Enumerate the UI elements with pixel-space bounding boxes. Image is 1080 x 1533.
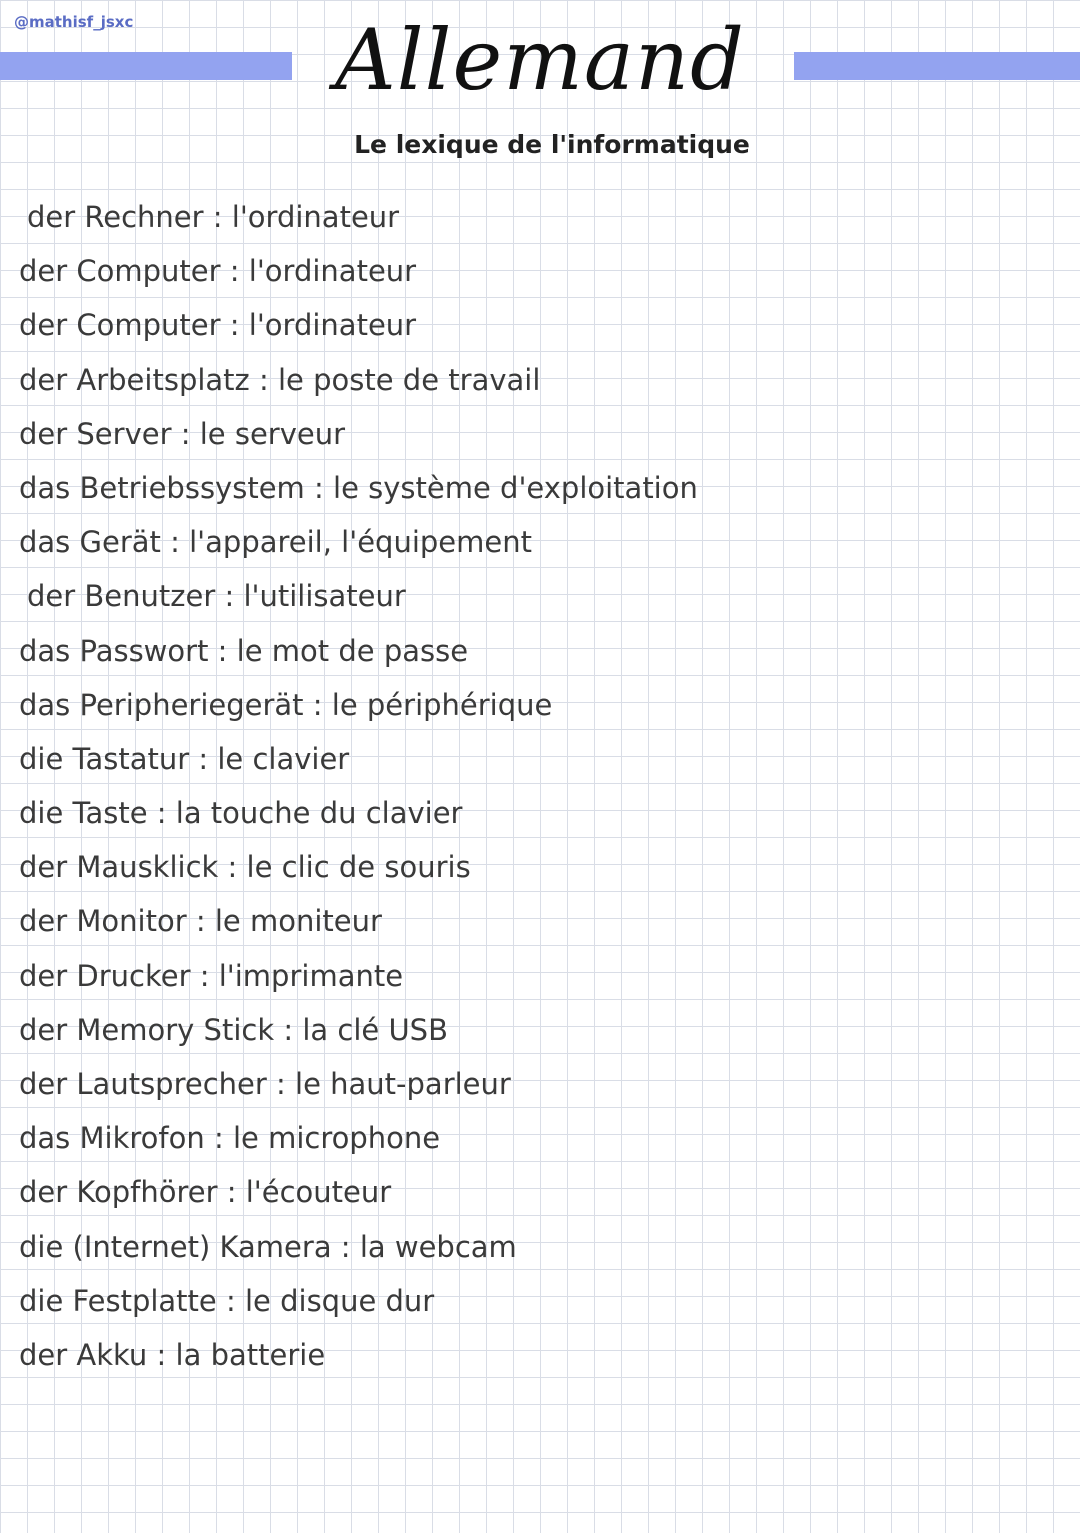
vocab-item: die (Internet) Kamera : la webcam (19, 1229, 517, 1264)
vocab-item: der Rechner : l'ordinateur (27, 200, 400, 234)
vocab-german: der Memory Stick (19, 1012, 275, 1047)
author-handle: @mathisf_jsxc (14, 13, 134, 31)
vocab-german: der Benutzer (27, 579, 216, 614)
vocab-german: der Kopfhörer (19, 1175, 218, 1210)
vocab-item: der Akku : la batterie (19, 1337, 326, 1372)
vocab-french: l'appareil, l'équipement (189, 525, 532, 560)
vocab-french: le mot de passe (236, 633, 469, 668)
vocab-item: der Server : le serveur (19, 416, 346, 451)
vocab-item: die Tastatur : le clavier (19, 741, 350, 776)
vocab-item: die Taste : la touche du clavier (19, 796, 463, 831)
vocab-item: die Festplatte : le disque dur (19, 1283, 435, 1318)
vocab-french: l'écouteur (245, 1175, 392, 1210)
vocab-french: la touche du clavier (175, 796, 463, 831)
vocab-german: das Gerät (19, 525, 161, 560)
vocab-item: der Computer : l'ordinateur (19, 254, 417, 289)
vocab-french: le moniteur (214, 904, 382, 939)
vocab-german: der Computer (19, 308, 221, 343)
vocab-item: das Peripheriegerät : le périphérique (19, 687, 553, 722)
vocab-french: le système d'exploitation (333, 470, 698, 505)
vocab-german: das Peripheriegerät (19, 687, 304, 722)
vocab-german: der Lautsprecher (19, 1067, 267, 1101)
vocab-item: der Mausklick : le clic de souris (19, 850, 471, 885)
vocab-item: der Monitor : le moniteur (19, 904, 382, 939)
vocab-german: der Arbeitsplatz (19, 362, 250, 397)
vocab-french: la clé USB (302, 1012, 448, 1047)
vocab-item: der Drucker : l'imprimante (19, 958, 404, 993)
vocab-german: die (Internet) Kamera (19, 1229, 332, 1264)
vocab-item: das Passwort : le mot de passe (19, 633, 469, 668)
vocab-french: la webcam (359, 1229, 517, 1264)
vocab-german: der Mausklick (19, 850, 219, 885)
page-title: Allemand (335, 11, 745, 109)
vocab-german: der Computer (19, 254, 221, 289)
vocab-item: das Mikrofon : le microphone (19, 1121, 441, 1156)
vocab-french: l'imprimante (218, 958, 404, 993)
vocab-german: die Tastatur (19, 741, 190, 776)
vocab-french: le périphérique (331, 687, 553, 722)
vocab-german: der Rechner (27, 200, 204, 234)
vocab-german: das Mikrofon (19, 1121, 205, 1156)
vocab-item: der Kopfhörer : l'écouteur (19, 1175, 392, 1210)
vocab-french: le clic de souris (246, 850, 471, 885)
vocab-french: l'ordinateur (248, 308, 417, 343)
header-band-left (0, 52, 292, 80)
vocab-german: der Server (19, 416, 172, 451)
vocab-german: das Passwort (19, 633, 209, 668)
vocab-german: der Monitor (19, 904, 187, 939)
vocab-item: der Memory Stick : la clé USB (19, 1012, 448, 1047)
vocab-german: die Taste (19, 796, 148, 831)
vocab-french: la batterie (175, 1337, 326, 1372)
vocab-german: der Akku (19, 1337, 148, 1372)
vocabulary-list (19, 193, 1059, 1385)
vocab-german: die Festplatte (19, 1283, 217, 1318)
page-subtitle: Le lexique de l'informatique (354, 130, 750, 159)
vocab-french: l'ordinateur (231, 200, 400, 234)
vocab-french: l'utilisateur (243, 579, 406, 614)
vocab-german: das Betriebssystem (19, 470, 305, 505)
vocab-french: le clavier (217, 741, 350, 776)
vocab-item: das Betriebssystem : le système d'exploitation (19, 470, 698, 505)
vocab-french: le serveur (199, 416, 346, 451)
vocab-french: l'ordinateur (248, 254, 417, 289)
vocab-german: der Drucker (19, 958, 191, 993)
vocab-french: le microphone (232, 1121, 441, 1156)
vocab-french: le disque dur (244, 1283, 435, 1318)
header-band-right (794, 52, 1080, 80)
vocab-item: der Lautsprecher : le haut-parleur (19, 1067, 511, 1101)
vocab-item: der Benutzer : l'utilisateur (27, 579, 406, 614)
vocab-french: le poste de travail (278, 362, 541, 397)
vocab-item: der Computer : l'ordinateur (19, 308, 417, 343)
vocab-french: le haut-parleur (295, 1067, 511, 1101)
vocab-item: das Gerät : l'appareil, l'équipement (19, 525, 532, 560)
vocab-item: der Arbeitsplatz : le poste de travail (19, 362, 541, 397)
